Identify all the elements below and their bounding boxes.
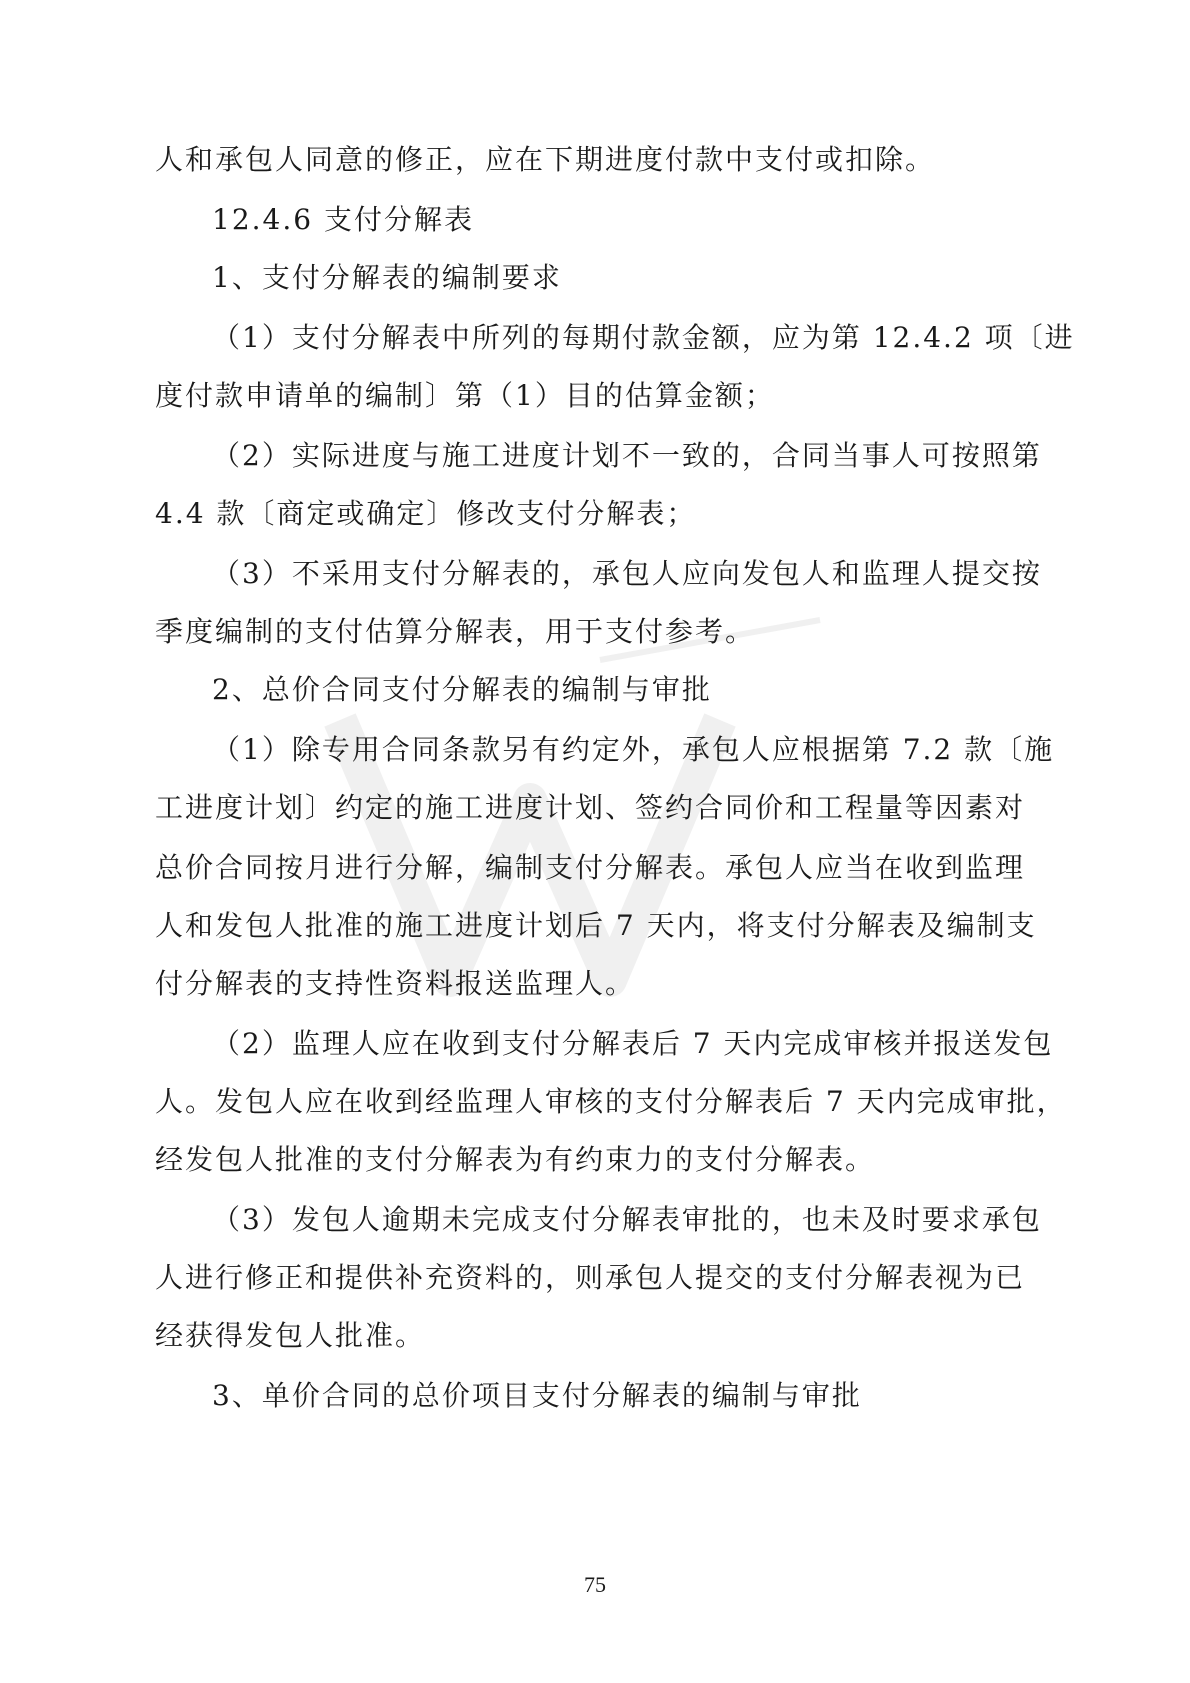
text-line-13: 总价合同按月进行分解，编制支付分解表。承包人应当在收到监理 bbox=[155, 851, 1026, 884]
text-line-14: 人和发包人批准的施工进度计划后 7 天内，将支付分解表及编制支 bbox=[155, 909, 1037, 942]
page-number: 75 bbox=[584, 1572, 606, 1597]
subheading-1: 1、支付分解表的编制要求 bbox=[212, 261, 562, 294]
text-line-20: 人进行修正和提供补充资料的，则承包人提交的支付分解表视为已 bbox=[155, 1261, 1026, 1294]
text-line-9: 季度编制的支付估算分解表，用于支付参考。 bbox=[155, 615, 756, 648]
text-line-7: 4.4 款〔商定或确定〕修改支付分解表； bbox=[155, 497, 697, 530]
text-line-21: 经获得发包人批准。 bbox=[155, 1319, 426, 1352]
text-line-1: 人和承包人同意的修正，应在下期进度付款中支付或扣除。 bbox=[155, 143, 936, 176]
text-line-4: （1）支付分解表中所列的每期付款金额，应为第 12.4.2 项〔进 bbox=[212, 321, 1075, 354]
subheading-3: 3、单价合同的总价项目支付分解表的编制与审批 bbox=[212, 1379, 862, 1412]
text-line-19: （3）发包人逾期未完成支付分解表审批的，也未及时要求承包 bbox=[212, 1203, 1042, 1236]
text-line-15: 付分解表的支持性资料报送监理人。 bbox=[155, 967, 636, 1000]
text-line-12: 工进度计划〕约定的施工进度计划、签约合同价和工程量等因素对 bbox=[155, 791, 1026, 824]
section-heading-12-4-6: 12.4.6 支付分解表 bbox=[212, 203, 474, 236]
text-line-8: （3）不采用支付分解表的，承包人应向发包人和监理人提交按 bbox=[212, 557, 1042, 590]
text-line-5: 度付款申请单的编制〕第（1）目的估算金额； bbox=[155, 379, 775, 412]
subheading-2: 2、总价合同支付分解表的编制与审批 bbox=[212, 673, 712, 706]
text-line-16: （2）监理人应在收到支付分解表后 7 天内完成审核并报送发包 bbox=[212, 1027, 1054, 1060]
text-line-11: （1）除专用合同条款另有约定外，承包人应根据第 7.2 款〔施 bbox=[212, 733, 1055, 766]
text-line-18: 经发包人批准的支付分解表为有约束力的支付分解表。 bbox=[155, 1143, 876, 1176]
text-line-17: 人。发包人应在收到经监理人审核的支付分解表后 7 天内完成审批， bbox=[155, 1085, 1067, 1118]
text-line-6: （2）实际进度与施工进度计划不一致的，合同当事人可按照第 bbox=[212, 439, 1042, 472]
